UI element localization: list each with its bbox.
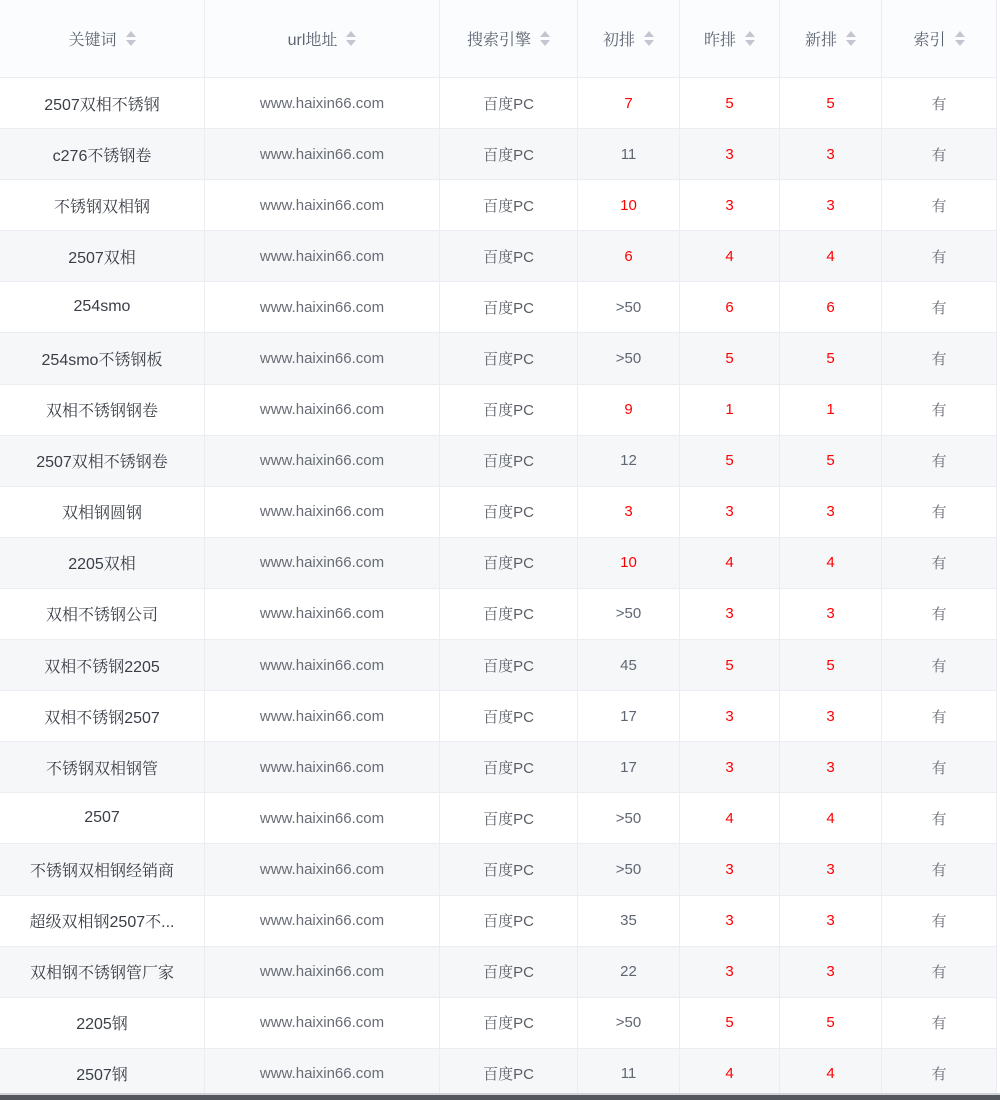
- cell-keyword: 2507双相不锈钢卷: [0, 436, 205, 487]
- table-row: [0, 896, 997, 947]
- cell-index: 有: [882, 691, 997, 742]
- cell-index: 有: [882, 742, 997, 793]
- cell-yesterday-rank: 3: [680, 742, 780, 793]
- cell-index: 有: [882, 78, 997, 129]
- cell-engine: 百度PC: [440, 896, 578, 947]
- cell-initial-rank: 7: [578, 78, 680, 129]
- cell-initial-rank: >50: [578, 282, 680, 333]
- cell-engine: 百度PC: [440, 180, 578, 231]
- cell-new-rank: 5: [780, 640, 882, 691]
- cell-index: 有: [882, 998, 997, 1049]
- sort-up-icon: [126, 31, 136, 37]
- cell-engine: 百度PC: [440, 333, 578, 384]
- cell-index: 有: [882, 231, 997, 282]
- cell-url: www.haixin66.com: [205, 333, 440, 384]
- cell-url: www.haixin66.com: [205, 896, 440, 947]
- cell-index: 有: [882, 180, 997, 231]
- header-new_rank[interactable]: [780, 0, 882, 78]
- sort-down-icon: [126, 40, 136, 46]
- cell-index: 有: [882, 333, 997, 384]
- cell-initial-rank: 3: [578, 487, 680, 538]
- cell-new-rank: 4: [780, 231, 882, 282]
- cell-new-rank: 3: [780, 742, 882, 793]
- cell-engine: 百度PC: [440, 129, 578, 180]
- sort-up-icon: [846, 31, 856, 37]
- cell-keyword: 不锈钢双相钢管: [0, 742, 205, 793]
- cell-keyword: c276不锈钢卷: [0, 129, 205, 180]
- cell-yesterday-rank: 5: [680, 78, 780, 129]
- cell-new-rank: 3: [780, 487, 882, 538]
- cell-index: 有: [882, 640, 997, 691]
- cell-url: www.haixin66.com: [205, 231, 440, 282]
- cell-initial-rank: >50: [578, 333, 680, 384]
- cell-index: 有: [882, 436, 997, 487]
- cell-initial-rank: 9: [578, 385, 680, 436]
- cell-index: 有: [882, 589, 997, 640]
- cell-index: 有: [882, 844, 997, 895]
- cell-index: 有: [882, 487, 997, 538]
- sort-down-icon: [540, 40, 550, 46]
- cell-yesterday-rank: 3: [680, 947, 780, 998]
- table-row: [0, 742, 997, 793]
- table-row: [0, 844, 997, 895]
- cell-new-rank: 3: [780, 180, 882, 231]
- cell-keyword: 2507双相不锈钢: [0, 78, 205, 129]
- cell-new-rank: 4: [780, 1049, 882, 1100]
- cell-engine: 百度PC: [440, 640, 578, 691]
- cell-yesterday-rank: 4: [680, 538, 780, 589]
- cell-url: www.haixin66.com: [205, 487, 440, 538]
- sort-down-icon: [346, 40, 356, 46]
- cell-initial-rank: 35: [578, 896, 680, 947]
- header-label-index: 索引: [913, 32, 946, 49]
- cell-engine: 百度PC: [440, 385, 578, 436]
- table-row: [0, 231, 997, 282]
- cell-initial-rank: 10: [578, 538, 680, 589]
- cell-new-rank: 3: [780, 589, 882, 640]
- table-row: [0, 180, 997, 231]
- cell-new-rank: 4: [780, 793, 882, 844]
- sort-down-icon: [846, 40, 856, 46]
- cell-new-rank: 3: [780, 129, 882, 180]
- sort-up-icon: [745, 31, 755, 37]
- cell-keyword: 双相不锈钢2507: [0, 691, 205, 742]
- cell-index: 有: [882, 793, 997, 844]
- cell-new-rank: 5: [780, 78, 882, 129]
- cell-new-rank: 3: [780, 947, 882, 998]
- sort-up-icon: [540, 31, 550, 37]
- cell-initial-rank: 12: [578, 436, 680, 487]
- sort-icon[interactable]: [955, 31, 965, 46]
- cell-keyword: 254smo不锈钢板: [0, 333, 205, 384]
- header-label-initial_rank: 初排: [602, 32, 635, 49]
- sort-up-icon: [955, 31, 965, 37]
- cell-new-rank: 3: [780, 691, 882, 742]
- cell-yesterday-rank: 4: [680, 1049, 780, 1100]
- cell-engine: 百度PC: [440, 691, 578, 742]
- cell-yesterday-rank: 5: [680, 640, 780, 691]
- cell-initial-rank: 11: [578, 1049, 680, 1100]
- table-header-row: [0, 0, 997, 78]
- table-row: [0, 538, 997, 589]
- cell-new-rank: 5: [780, 333, 882, 384]
- cell-url: www.haixin66.com: [205, 538, 440, 589]
- cell-new-rank: 4: [780, 538, 882, 589]
- cell-url: www.haixin66.com: [205, 691, 440, 742]
- cell-engine: 百度PC: [440, 998, 578, 1049]
- cell-keyword: 2507: [0, 793, 205, 844]
- table-row: [0, 589, 997, 640]
- header-label-engine: 搜索引擎: [466, 32, 531, 49]
- cell-keyword: 双相不锈钢公司: [0, 589, 205, 640]
- cell-keyword: 2507钢: [0, 1049, 205, 1100]
- cell-keyword: 双相不锈钢2205: [0, 640, 205, 691]
- header-yesterday_rank[interactable]: [680, 0, 780, 78]
- cell-initial-rank: 45: [578, 640, 680, 691]
- cell-url: www.haixin66.com: [205, 793, 440, 844]
- cell-keyword: 不锈钢双相钢: [0, 180, 205, 231]
- table-row: [0, 487, 997, 538]
- cell-yesterday-rank: 3: [680, 589, 780, 640]
- cell-url: www.haixin66.com: [205, 947, 440, 998]
- cell-yesterday-rank: 1: [680, 385, 780, 436]
- cell-index: 有: [882, 947, 997, 998]
- header-engine[interactable]: [440, 0, 578, 78]
- cell-yesterday-rank: 4: [680, 231, 780, 282]
- cell-engine: 百度PC: [440, 742, 578, 793]
- cell-keyword: 2205钢: [0, 998, 205, 1049]
- table-row: [0, 793, 997, 844]
- cell-url: www.haixin66.com: [205, 1049, 440, 1100]
- cell-url: www.haixin66.com: [205, 640, 440, 691]
- cell-keyword: 不锈钢双相钢经销商: [0, 844, 205, 895]
- header-label-keyword: 关键词: [68, 32, 117, 49]
- cell-url: www.haixin66.com: [205, 742, 440, 793]
- cell-yesterday-rank: 6: [680, 282, 780, 333]
- cell-yesterday-rank: 5: [680, 436, 780, 487]
- cell-yesterday-rank: 3: [680, 691, 780, 742]
- header-label-yesterday_rank: 昨排: [703, 32, 736, 49]
- cell-new-rank: 1: [780, 385, 882, 436]
- table-row: [0, 129, 997, 180]
- cell-initial-rank: 10: [578, 180, 680, 231]
- cell-new-rank: 5: [780, 436, 882, 487]
- header-index[interactable]: [882, 0, 997, 78]
- cell-engine: 百度PC: [440, 282, 578, 333]
- cell-index: 有: [882, 282, 997, 333]
- cell-url: www.haixin66.com: [205, 129, 440, 180]
- cell-index: 有: [882, 538, 997, 589]
- cell-initial-rank: >50: [578, 793, 680, 844]
- cell-engine: 百度PC: [440, 231, 578, 282]
- cell-url: www.haixin66.com: [205, 436, 440, 487]
- sort-icon[interactable]: [126, 31, 136, 46]
- cell-engine: 百度PC: [440, 1049, 578, 1100]
- cell-index: 有: [882, 896, 997, 947]
- cell-url: www.haixin66.com: [205, 589, 440, 640]
- table-row: [0, 998, 997, 1049]
- cell-url: www.haixin66.com: [205, 385, 440, 436]
- cell-index: 有: [882, 1049, 997, 1100]
- cell-initial-rank: 17: [578, 742, 680, 793]
- cell-keyword: 2205双相: [0, 538, 205, 589]
- cell-yesterday-rank: 3: [680, 180, 780, 231]
- cell-url: www.haixin66.com: [205, 844, 440, 895]
- cell-yesterday-rank: 3: [680, 129, 780, 180]
- sort-down-icon: [745, 40, 755, 46]
- cell-new-rank: 5: [780, 998, 882, 1049]
- cell-initial-rank: >50: [578, 844, 680, 895]
- cell-initial-rank: 6: [578, 231, 680, 282]
- sort-up-icon: [644, 31, 654, 37]
- sort-down-icon: [955, 40, 965, 46]
- cell-engine: 百度PC: [440, 589, 578, 640]
- cell-keyword: 2507双相: [0, 231, 205, 282]
- table-row: [0, 385, 997, 436]
- cell-engine: 百度PC: [440, 487, 578, 538]
- cell-url: www.haixin66.com: [205, 78, 440, 129]
- cell-engine: 百度PC: [440, 538, 578, 589]
- cell-engine: 百度PC: [440, 793, 578, 844]
- cell-initial-rank: 22: [578, 947, 680, 998]
- table-row: [0, 78, 997, 129]
- cell-engine: 百度PC: [440, 436, 578, 487]
- cell-keyword: 254smo: [0, 282, 205, 333]
- table-row: [0, 640, 997, 691]
- header-label-new_rank: 新排: [804, 32, 837, 49]
- header-keyword[interactable]: [0, 0, 205, 78]
- header-url[interactable]: [205, 0, 440, 78]
- cell-index: 有: [882, 129, 997, 180]
- cell-engine: 百度PC: [440, 947, 578, 998]
- cell-url: www.haixin66.com: [205, 998, 440, 1049]
- table-row: [0, 436, 997, 487]
- cell-initial-rank: >50: [578, 589, 680, 640]
- cell-yesterday-rank: 5: [680, 998, 780, 1049]
- cell-new-rank: 3: [780, 896, 882, 947]
- sort-up-icon: [346, 31, 356, 37]
- header-initial_rank[interactable]: [578, 0, 680, 78]
- table-row: [0, 691, 997, 742]
- table-row: [0, 282, 997, 333]
- cell-keyword: 双相钢不锈钢管厂家: [0, 947, 205, 998]
- table-row: [0, 947, 997, 998]
- sort-icon[interactable]: [644, 31, 654, 46]
- cell-yesterday-rank: 5: [680, 333, 780, 384]
- sort-icon[interactable]: [846, 31, 856, 46]
- cell-yesterday-rank: 4: [680, 793, 780, 844]
- sort-icon[interactable]: [540, 31, 550, 46]
- sort-down-icon: [644, 40, 654, 46]
- cell-yesterday-rank: 3: [680, 896, 780, 947]
- cell-yesterday-rank: 3: [680, 487, 780, 538]
- cell-initial-rank: >50: [578, 998, 680, 1049]
- cell-initial-rank: 17: [578, 691, 680, 742]
- sort-icon[interactable]: [346, 31, 356, 46]
- cell-keyword: 双相钢圆钢: [0, 487, 205, 538]
- cell-new-rank: 6: [780, 282, 882, 333]
- cell-url: www.haixin66.com: [205, 282, 440, 333]
- cell-index: 有: [882, 385, 997, 436]
- header-label-url: url地址: [287, 32, 338, 49]
- cell-yesterday-rank: 3: [680, 844, 780, 895]
- cell-engine: 百度PC: [440, 844, 578, 895]
- cell-keyword: 超级双相钢2507不...: [0, 896, 205, 947]
- sort-icon[interactable]: [745, 31, 755, 46]
- cell-new-rank: 3: [780, 844, 882, 895]
- cell-url: www.haixin66.com: [205, 180, 440, 231]
- cell-engine: 百度PC: [440, 78, 578, 129]
- table-row: [0, 333, 997, 384]
- cell-keyword: 双相不锈钢钢卷: [0, 385, 205, 436]
- cell-initial-rank: 11: [578, 129, 680, 180]
- table-body: [0, 78, 997, 1100]
- horizontal-scrollbar[interactable]: [0, 1093, 1000, 1100]
